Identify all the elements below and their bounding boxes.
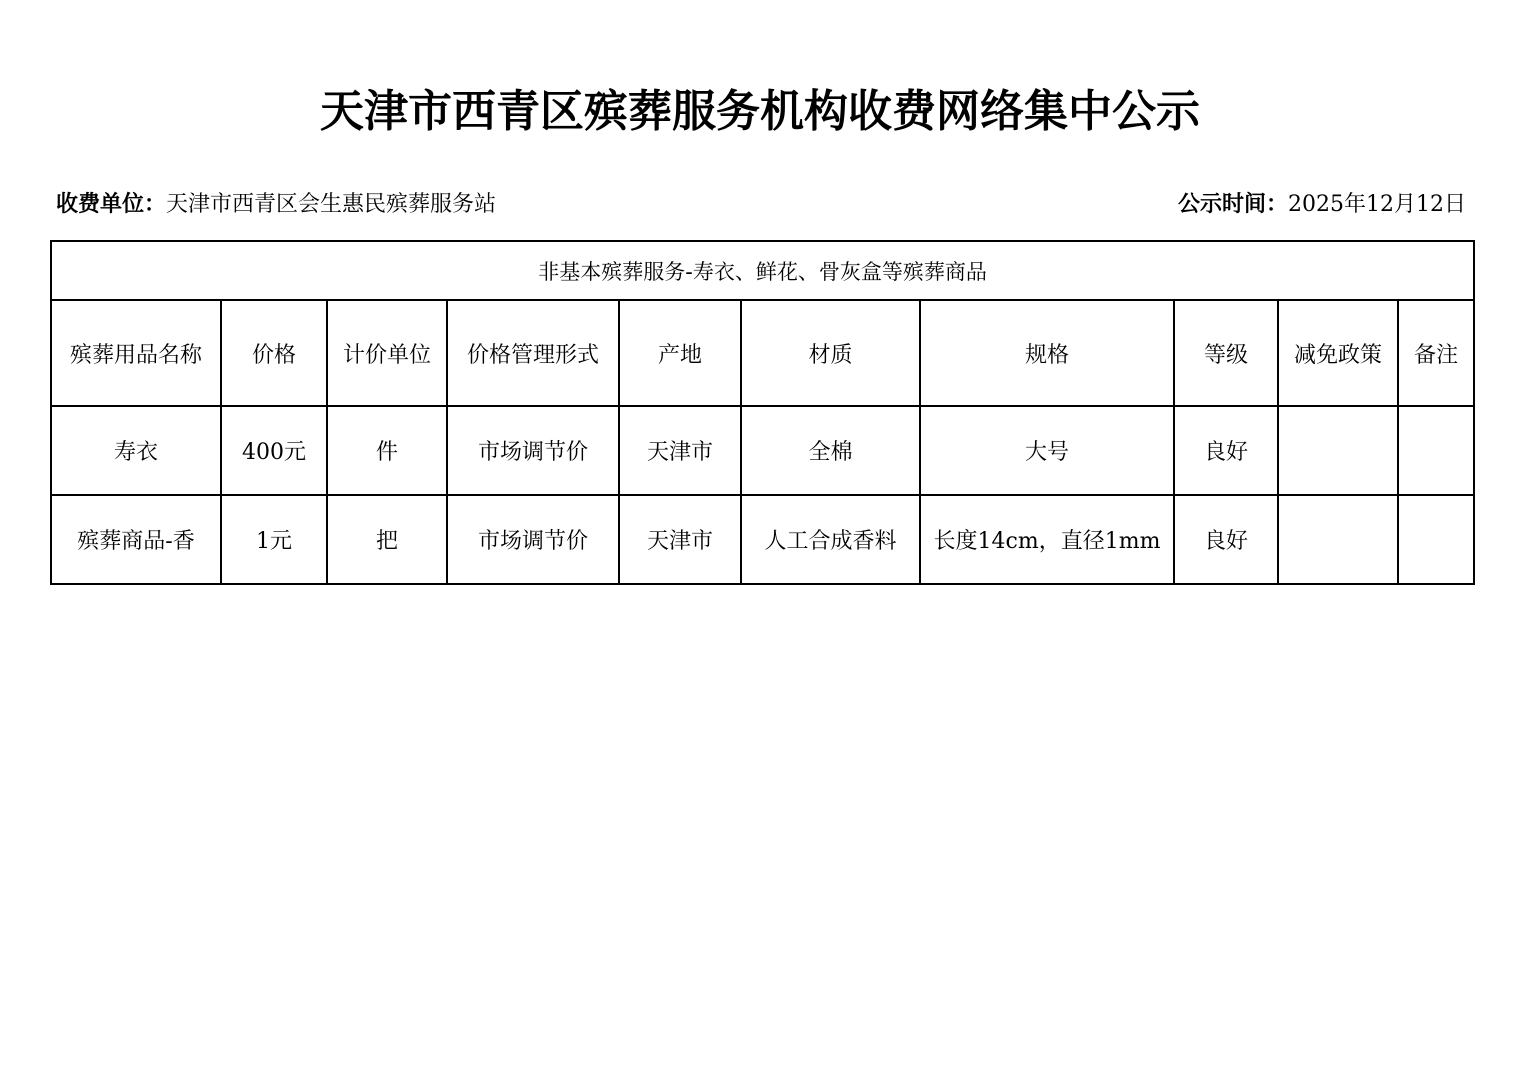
fee-unit-value: 天津市西青区会生惠民殡葬服务站: [166, 192, 497, 217]
header-discount: 减免政策: [1278, 300, 1398, 406]
cell-remark: [1398, 406, 1474, 495]
section-row: [51, 241, 1474, 300]
header-origin: 产地: [619, 300, 741, 406]
page-title: 天津市西青区殡葬服务机构收费网络集中公示: [320, 86, 1200, 137]
header-remark: 备注: [1398, 300, 1474, 406]
table-row: [51, 406, 1474, 495]
header-grade: 等级: [1174, 300, 1278, 406]
header-unit: 计价单位: [327, 300, 447, 406]
header-spec: 规格: [920, 300, 1174, 406]
header-price-form: 价格管理形式: [447, 300, 619, 406]
cell-price: 1元: [221, 495, 327, 584]
cell-origin: 天津市: [619, 406, 741, 495]
cell-material: 全棉: [741, 406, 920, 495]
fee-table: [50, 240, 1475, 585]
fee-unit: [56, 188, 496, 222]
cell-unit: 件: [327, 406, 447, 495]
cell-unit: 把: [327, 495, 447, 584]
section-title: 非基本殡葬服务-寿衣、鲜花、骨灰盒等殡葬商品: [51, 241, 1474, 300]
meta-row: [56, 188, 1466, 222]
cell-price-form: 市场调节价: [447, 495, 619, 584]
cell-item-name: 寿衣: [51, 406, 221, 495]
header-row: [51, 300, 1474, 406]
cell-grade: 良好: [1174, 406, 1278, 495]
header-material: 材质: [741, 300, 920, 406]
cell-grade: 良好: [1174, 495, 1278, 584]
publish-date: [1178, 188, 1466, 222]
header-item-name: 殡葬用品名称: [51, 300, 221, 406]
cell-remark: [1398, 495, 1474, 584]
cell-material: 人工合成香料: [741, 495, 920, 584]
cell-spec: 大号: [920, 406, 1174, 495]
cell-discount: [1278, 406, 1398, 495]
publish-date-label: 公示时间：: [1178, 192, 1289, 217]
cell-origin: 天津市: [619, 495, 741, 584]
cell-price: 400元: [221, 406, 327, 495]
cell-discount: [1278, 495, 1398, 584]
publish-date-value: 2025年12月12日: [1288, 192, 1466, 217]
cell-price-form: 市场调节价: [447, 406, 619, 495]
cell-item-name: 殡葬商品-香: [51, 495, 221, 584]
fee-unit-label: 收费单位：: [56, 192, 167, 217]
header-price: 价格: [221, 300, 327, 406]
table-row: [51, 495, 1474, 584]
cell-spec: 长度14cm，直径1mm: [920, 495, 1174, 584]
